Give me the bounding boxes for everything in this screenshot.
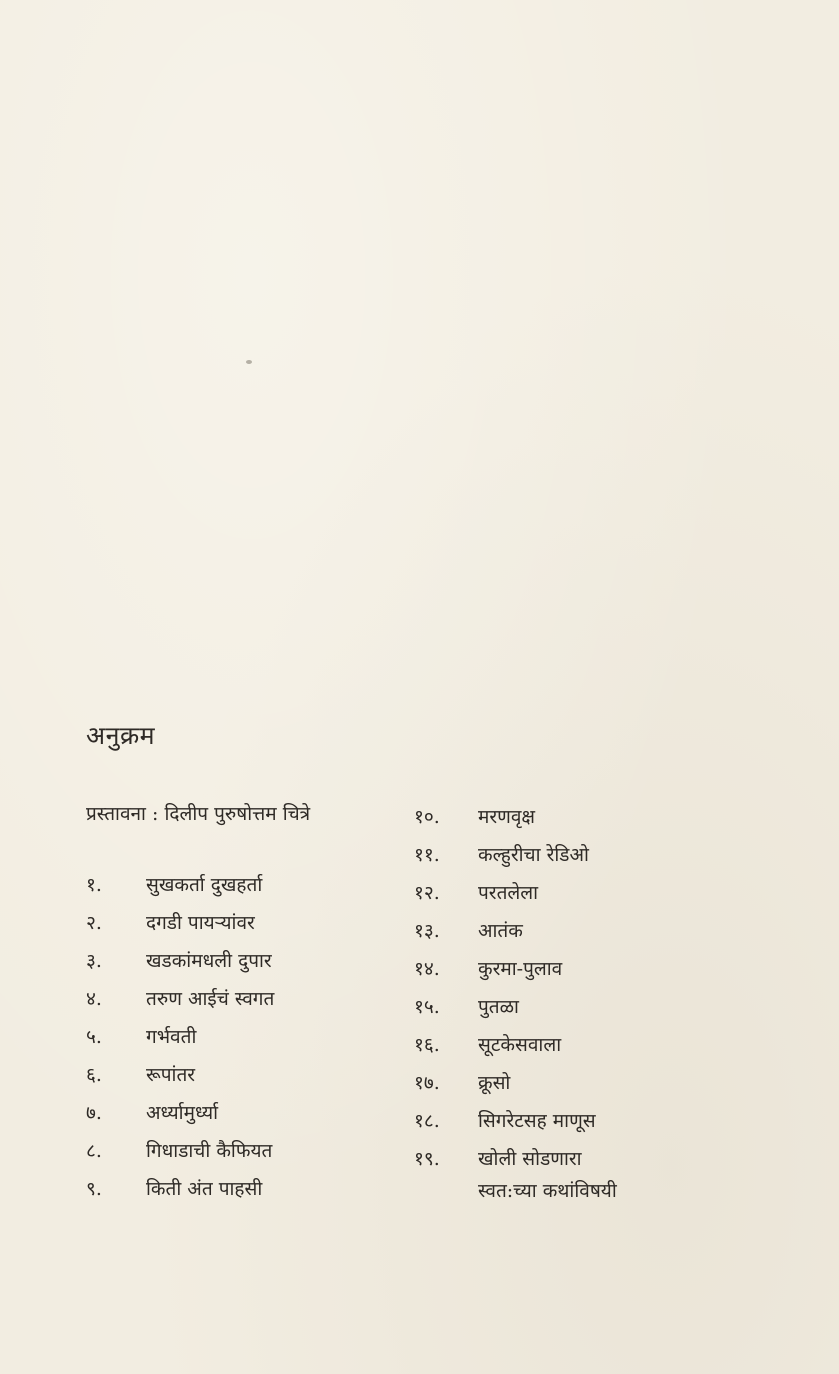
entry-number: ७. bbox=[86, 1102, 102, 1124]
entry-title-continuation: स्वत:च्या कथांविषयी bbox=[478, 1180, 617, 1202]
entry-title: तरुण आईचं स्वगत bbox=[146, 988, 275, 1010]
entry-title: सिगरेटसह माणूस bbox=[478, 1110, 596, 1132]
entry-number: १७. bbox=[414, 1072, 440, 1094]
entry-number: ११. bbox=[414, 844, 440, 866]
entry-title: आतंक bbox=[478, 920, 523, 942]
entry-number: ५. bbox=[86, 1026, 102, 1048]
entry-title: रूपांतर bbox=[146, 1064, 196, 1086]
entry-title: खडकांमधली दुपार bbox=[146, 950, 272, 972]
entry-title: अर्ध्यामुर्ध्या bbox=[146, 1102, 219, 1124]
entry-title: दगडी पायऱ्यांवर bbox=[146, 912, 255, 934]
preface-entry: प्रस्तावना : दिलीप पुरुषोत्तम चित्रे bbox=[86, 803, 311, 825]
entry-number: १५. bbox=[414, 996, 440, 1018]
contents-left-column bbox=[86, 870, 386, 1210]
entry-title: पुतळा bbox=[478, 996, 519, 1018]
entry-number: ६. bbox=[86, 1064, 102, 1086]
entry-number: १२. bbox=[414, 882, 440, 904]
entry-number: १. bbox=[86, 874, 102, 896]
entry-number: १९. bbox=[414, 1148, 440, 1170]
entry-title: खोली सोडणारा bbox=[478, 1148, 582, 1170]
entry-number: ४. bbox=[86, 988, 102, 1010]
contents-heading: अनुक्रम bbox=[86, 721, 156, 750]
entry-title: किती अंत पाहसी bbox=[146, 1178, 263, 1200]
entry-title: सुखकर्ता दुखहर्ता bbox=[146, 874, 263, 896]
contents-right-column bbox=[414, 802, 744, 1212]
entry-number: १८. bbox=[414, 1110, 440, 1132]
entry-number: २. bbox=[86, 912, 102, 934]
entry-number: १३. bbox=[414, 920, 440, 942]
entry-number: ९. bbox=[86, 1178, 102, 1200]
entry-number: १६. bbox=[414, 1034, 440, 1056]
entry-number: ८. bbox=[86, 1140, 102, 1162]
ink-speck bbox=[246, 360, 252, 364]
entry-title: गिधाडाची कैफियत bbox=[146, 1140, 273, 1162]
entry-title: कुरमा-पुलाव bbox=[478, 958, 563, 980]
entry-number: १०. bbox=[414, 806, 440, 828]
entry-title: गर्भवती bbox=[146, 1026, 197, 1048]
entry-title: क्रूसो bbox=[478, 1072, 511, 1094]
entry-number: १४. bbox=[414, 958, 440, 980]
entry-title: परतलेला bbox=[478, 882, 539, 904]
entry-title: सूटकेसवाला bbox=[478, 1034, 562, 1056]
entry-title: मरणवृक्ष bbox=[478, 806, 536, 828]
entry-number: ३. bbox=[86, 950, 102, 972]
entry-title: कल्हुरीचा रेडिओ bbox=[478, 844, 589, 866]
